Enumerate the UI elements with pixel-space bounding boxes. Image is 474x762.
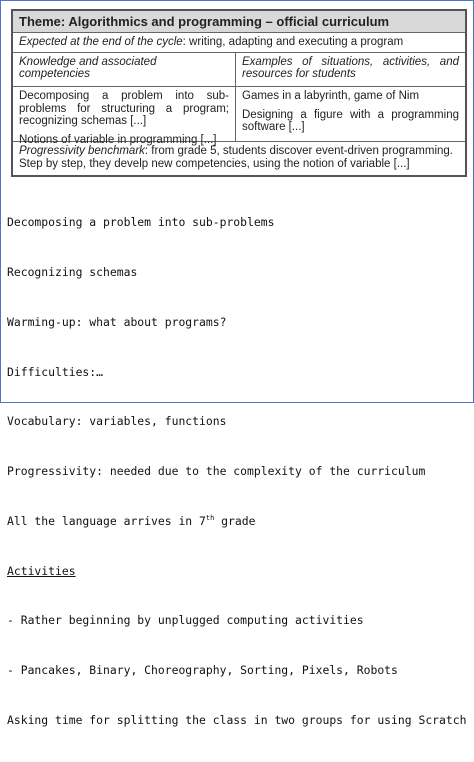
ordinal-suffix: th: [205, 514, 215, 523]
expected-row: [13, 33, 465, 53]
left-column-cell: [13, 87, 236, 146]
note-line-grade: [7, 513, 467, 530]
note-line: Progressivity: needed due to the complexity of the curriculum: [7, 464, 426, 479]
note-line: Vocabulary: variables, functions: [7, 414, 227, 429]
left-item-2: Notions of variable in programming [...]: [19, 133, 217, 146]
table-title-row: [13, 11, 465, 33]
right-column-cell: [236, 87, 465, 141]
progress-text: : from grade 5, students discover event-driven programming. Step by step, they develp new competencies, using the notion of variable [...]: [19, 145, 453, 170]
expected-text: : writing, adapting and executing a program: [182, 36, 404, 48]
right-item-2: Designing a figure with a programming software [...]: [242, 108, 459, 133]
notes-text-block: [7, 181, 467, 762]
grade-line-text: All the language arrives in 7: [7, 513, 206, 528]
right-column-header: Examples of situations, activities, and resources for students: [242, 56, 459, 80]
activity-item: - Pancakes, Binary, Choreography, Sorting, Pixels, Robots: [7, 663, 398, 678]
progressivity-row: [13, 142, 465, 175]
content-row: [13, 87, 465, 146]
note-line: Difficulties:…: [7, 364, 104, 379]
note-line: Warming-up: what about programs?: [7, 314, 227, 329]
right-item-1: Games in a labyrinth, game of Nim: [242, 90, 420, 102]
left-item-1: Decomposing a problem into sub-problems for structuring a program; recognizing schemas [...]: [19, 90, 229, 127]
progress-label: Progressivity benchmark: [19, 145, 145, 157]
note-line: Asking time for splitting the class in two groups for using Scratch: [7, 713, 467, 727]
left-column-header: Knowledge and associated competencies: [13, 53, 236, 86]
table-title: Theme: Algorithmics and programming – official curriculum: [19, 14, 390, 29]
note-line: Decomposing a problem into sub-problems: [7, 215, 275, 230]
note-line: Recognizing schemas: [7, 264, 138, 279]
curriculum-table-image: [11, 9, 467, 177]
activities-heading: Activities: [7, 563, 76, 578]
column-header-row: [13, 53, 465, 87]
expected-label: Expected at the end of the cycle: [19, 36, 183, 48]
grade-line-end: grade: [214, 513, 256, 528]
activity-item: - Rather beginning by unplugged computing activities: [7, 613, 364, 628]
